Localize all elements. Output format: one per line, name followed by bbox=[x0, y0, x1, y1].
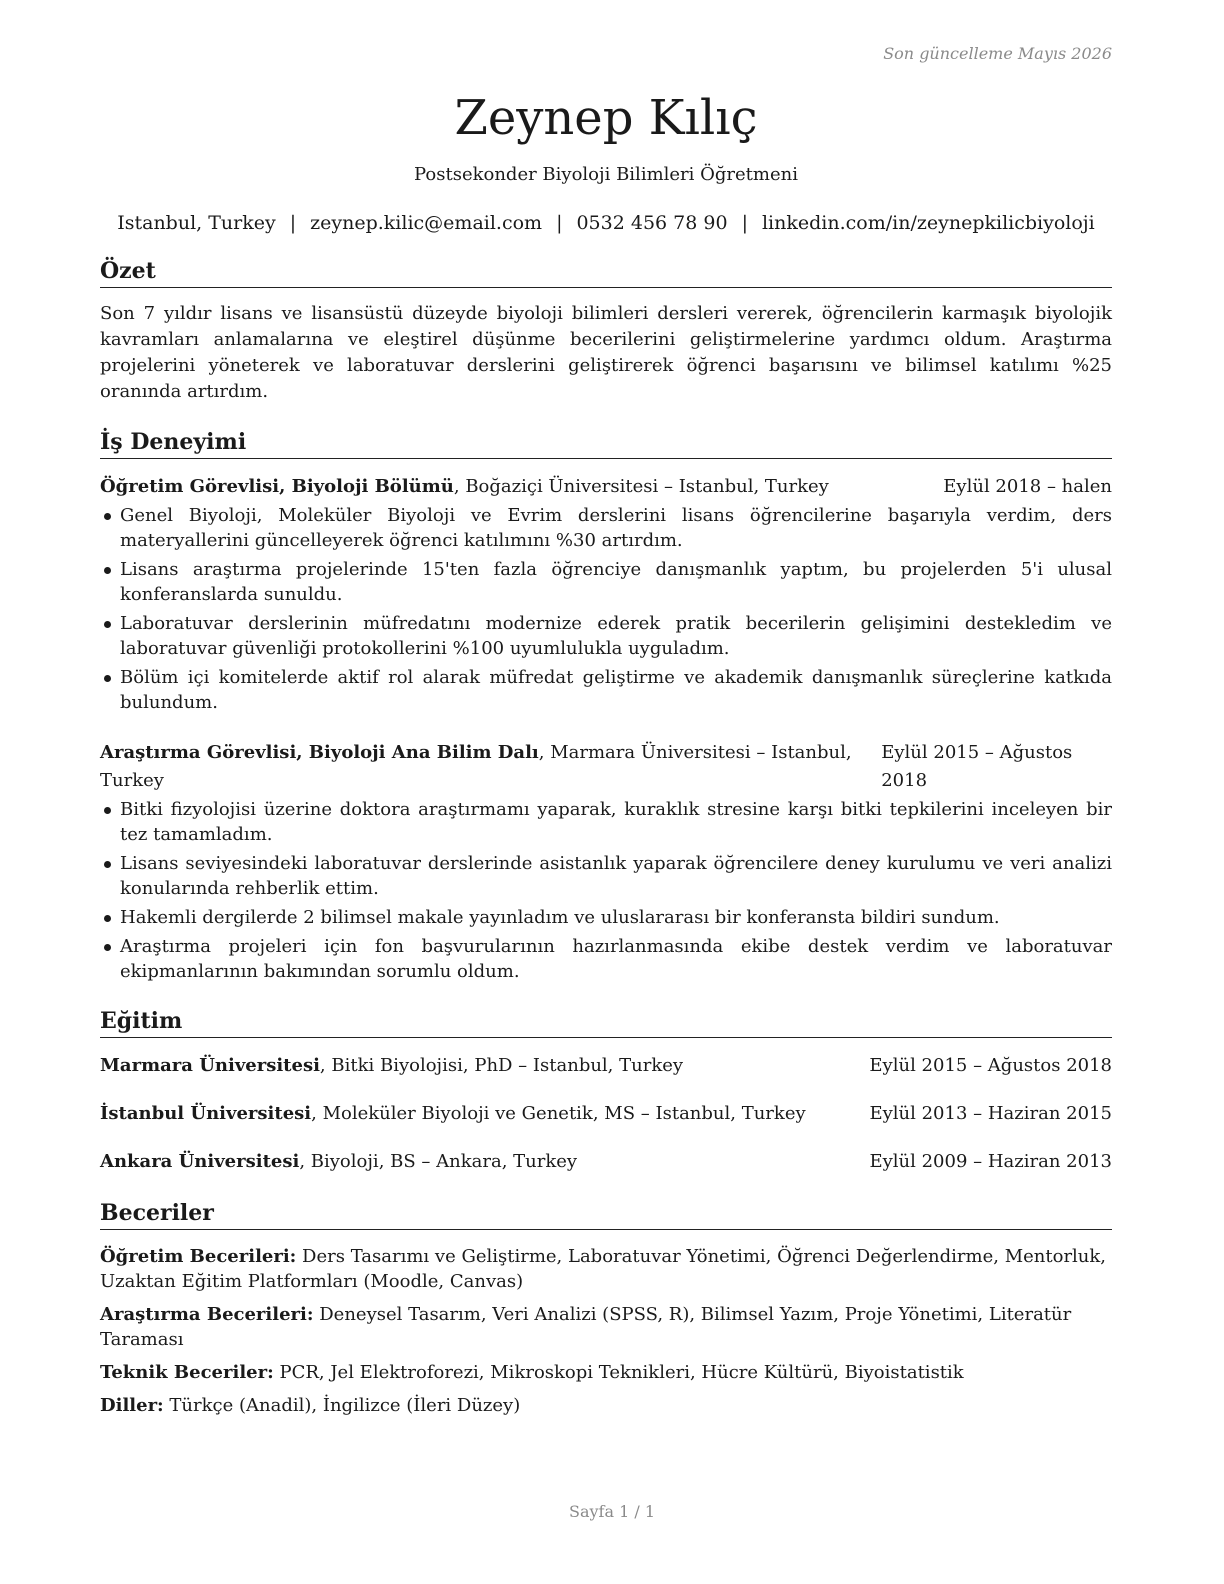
education-dates: Eylül 2013 – Haziran 2015 bbox=[869, 1103, 1112, 1124]
contact-location: Istanbul, Turkey bbox=[117, 212, 276, 234]
job-org: , Boğaziçi Üniversitesi – Istanbul, Turkey bbox=[453, 476, 829, 497]
skills-list bbox=[100, 1244, 1112, 1418]
school-name: Ankara Üniversitesi bbox=[100, 1151, 300, 1172]
bullet-item: Genel Biyoloji, Moleküler Biyoloji ve Evrim derslerini lisans öğrencilerine başarıyla verdim, ders materyallerini güncelleyerek öğrenci katılımını %30 artırdım. bbox=[100, 503, 1112, 553]
summary-text: Son 7 yıldır lisans ve lisansüstü düzeyde biyoloji bilimleri dersleri vererek, öğrencilerin karmaşık biyolojik kavramları anlamalarına ve eleştirel düşünme becerilerini geliştirmelerine yardımcı oldum. Araştırma projelerini yöneterek ve laboratuvar derslerini geliştirerek öğrenci başarısını ve bilimsel katılımı %25 oranında artırdım. bbox=[100, 303, 1112, 402]
bullet-item: Bölüm içi komitelerde aktif rol alarak müfredat geliştirme ve akademik danışmanlık süreçlerine katkıda bulundum. bbox=[100, 665, 1112, 715]
summary-section bbox=[100, 256, 1112, 405]
job-title: Postsekonder Biyoloji Bilimleri Öğretmeni bbox=[414, 164, 798, 185]
education-section bbox=[100, 1006, 1112, 1176]
bullet-item: Lisans araştırma projelerinde 15'ten fazla öğrenciye danışmanlık yaptım, bu projelerden 5'i ulusal konferanslarda sunuldu. bbox=[100, 557, 1112, 607]
bullet-item: Laboratuvar derslerinin müfredatını modernize ederek pratik becerilerin gelişimini destekledim ve laboratuvar güvenliği protokollerini %100 uyumlulukla uyguladım. bbox=[100, 611, 1112, 661]
education-line bbox=[100, 1100, 806, 1128]
school-name: İstanbul Üniversitesi bbox=[100, 1103, 312, 1124]
section-heading-education: Eğitim bbox=[100, 1006, 1112, 1038]
skill-label: Öğretim Becerileri: bbox=[100, 1246, 297, 1267]
skill-value: Ders Tasarımı ve Geliştirme, Laboratuvar Yönetimi, Öğrenci Değerlendirme, Mentorluk, Uzaktan Eğitim Platformları (Moodle, Canvas) bbox=[100, 1246, 1107, 1292]
contact-line bbox=[100, 212, 1112, 234]
skills-section bbox=[100, 1198, 1112, 1418]
skill-value: Deneysel Tasarım, Veri Analizi (SPSS, R), Bilimsel Yazım, Proje Yönetimi, Literatür Taraması bbox=[100, 1304, 1072, 1350]
degree-detail: , Moleküler Biyoloji ve Genetik, MS – Istanbul, Turkey bbox=[311, 1103, 806, 1124]
section-heading-skills: Beceriler bbox=[100, 1198, 1112, 1230]
school-name: Marmara Üniversitesi bbox=[100, 1055, 320, 1076]
separator: | bbox=[289, 212, 297, 234]
skill-value: Türkçe (Anadil), İngilizce (İleri Düzey) bbox=[163, 1395, 521, 1416]
job-dates: Eylül 2018 – halen bbox=[943, 476, 1112, 497]
education-entry bbox=[100, 1148, 1112, 1176]
job-dates: Eylül 2015 – Ağustos 2018 bbox=[881, 742, 1073, 791]
skill-row bbox=[100, 1360, 1112, 1385]
skill-label: Teknik Beceriler: bbox=[100, 1362, 274, 1383]
separator: | bbox=[741, 212, 748, 234]
last-updated: Son güncelleme Mayıs 2026 bbox=[883, 44, 1112, 63]
job-entry bbox=[100, 739, 1112, 984]
skill-label: Araştırma Becerileri: bbox=[100, 1304, 314, 1325]
page-number: Sayfa 1 / 1 bbox=[568, 1502, 655, 1521]
candidate-name: Zeynep Kılıç bbox=[454, 90, 758, 146]
education-line bbox=[100, 1148, 577, 1176]
bullet-item: Araştırma projeleri için fon başvurularının hazırlanmasında ekibe destek verdim ve laboratuvar ekipmanlarının bakımından sorumlu oldum. bbox=[100, 934, 1112, 984]
contact-linkedin[interactable]: linkedin.com/in/zeynepkilicbiyoloji bbox=[761, 212, 1095, 234]
education-dates: Eylül 2009 – Haziran 2013 bbox=[869, 1151, 1112, 1172]
experience-section bbox=[100, 427, 1112, 984]
education-entry bbox=[100, 1052, 1112, 1080]
education-dates: Eylül 2015 – Ağustos 2018 bbox=[869, 1055, 1112, 1076]
section-heading-experience: İş Deneyimi bbox=[100, 427, 1112, 459]
contact-phone[interactable]: 0532 456 78 90 bbox=[576, 212, 728, 234]
separator: | bbox=[556, 212, 563, 234]
job-bullets bbox=[100, 503, 1112, 715]
job-role-line bbox=[100, 739, 881, 795]
education-line bbox=[100, 1052, 683, 1080]
bullet-item: Bitki fizyolojisi üzerine doktora araştırmamı yaparak, kuraklık stresine karşı bitki tepkilerini inceleyen bir tez tamamladım. bbox=[100, 797, 1112, 847]
bullet-item: Hakemli dergilerde 2 bilimsel makale yayınladım ve uluslararası bir konferansta bildiri sundum. bbox=[100, 905, 1112, 930]
job-bullets bbox=[100, 797, 1112, 984]
job-org: , Marmara Üniversitesi – Istanbul, Turkey bbox=[100, 742, 852, 791]
job-header bbox=[100, 473, 1112, 501]
job-role: Araştırma Görevlisi, Biyoloji Ana Bilim Dalı bbox=[100, 742, 539, 763]
job-entry bbox=[100, 473, 1112, 715]
section-heading-summary: Özet bbox=[100, 256, 1112, 288]
job-role: Öğretim Görevlisi, Biyoloji Bölümü bbox=[100, 476, 454, 497]
job-role-line bbox=[100, 473, 829, 501]
contact-email[interactable]: zeynep.kilic@email.com bbox=[310, 212, 543, 234]
skill-row bbox=[100, 1393, 1112, 1418]
bullet-item: Lisans seviyesindeki laboratuvar derslerinde asistanlık yaparak öğrencilere deney kurulumu ve veri analizi konularında rehberlik ettim. bbox=[100, 851, 1112, 901]
resume-page bbox=[100, 0, 1112, 1418]
skill-row bbox=[100, 1244, 1112, 1294]
skill-value: PCR, Jel Elektroforezi, Mikroskopi Teknikleri, Hücre Kültürü, Biyoistatistik bbox=[273, 1362, 964, 1383]
education-entry bbox=[100, 1100, 1112, 1128]
degree-detail: , Bitki Biyolojisi, PhD – Istanbul, Turkey bbox=[319, 1055, 684, 1076]
degree-detail: , Biyoloji, BS – Ankara, Turkey bbox=[299, 1151, 578, 1172]
job-header bbox=[100, 739, 1112, 795]
skill-row bbox=[100, 1302, 1112, 1352]
skill-label: Diller: bbox=[100, 1395, 164, 1416]
